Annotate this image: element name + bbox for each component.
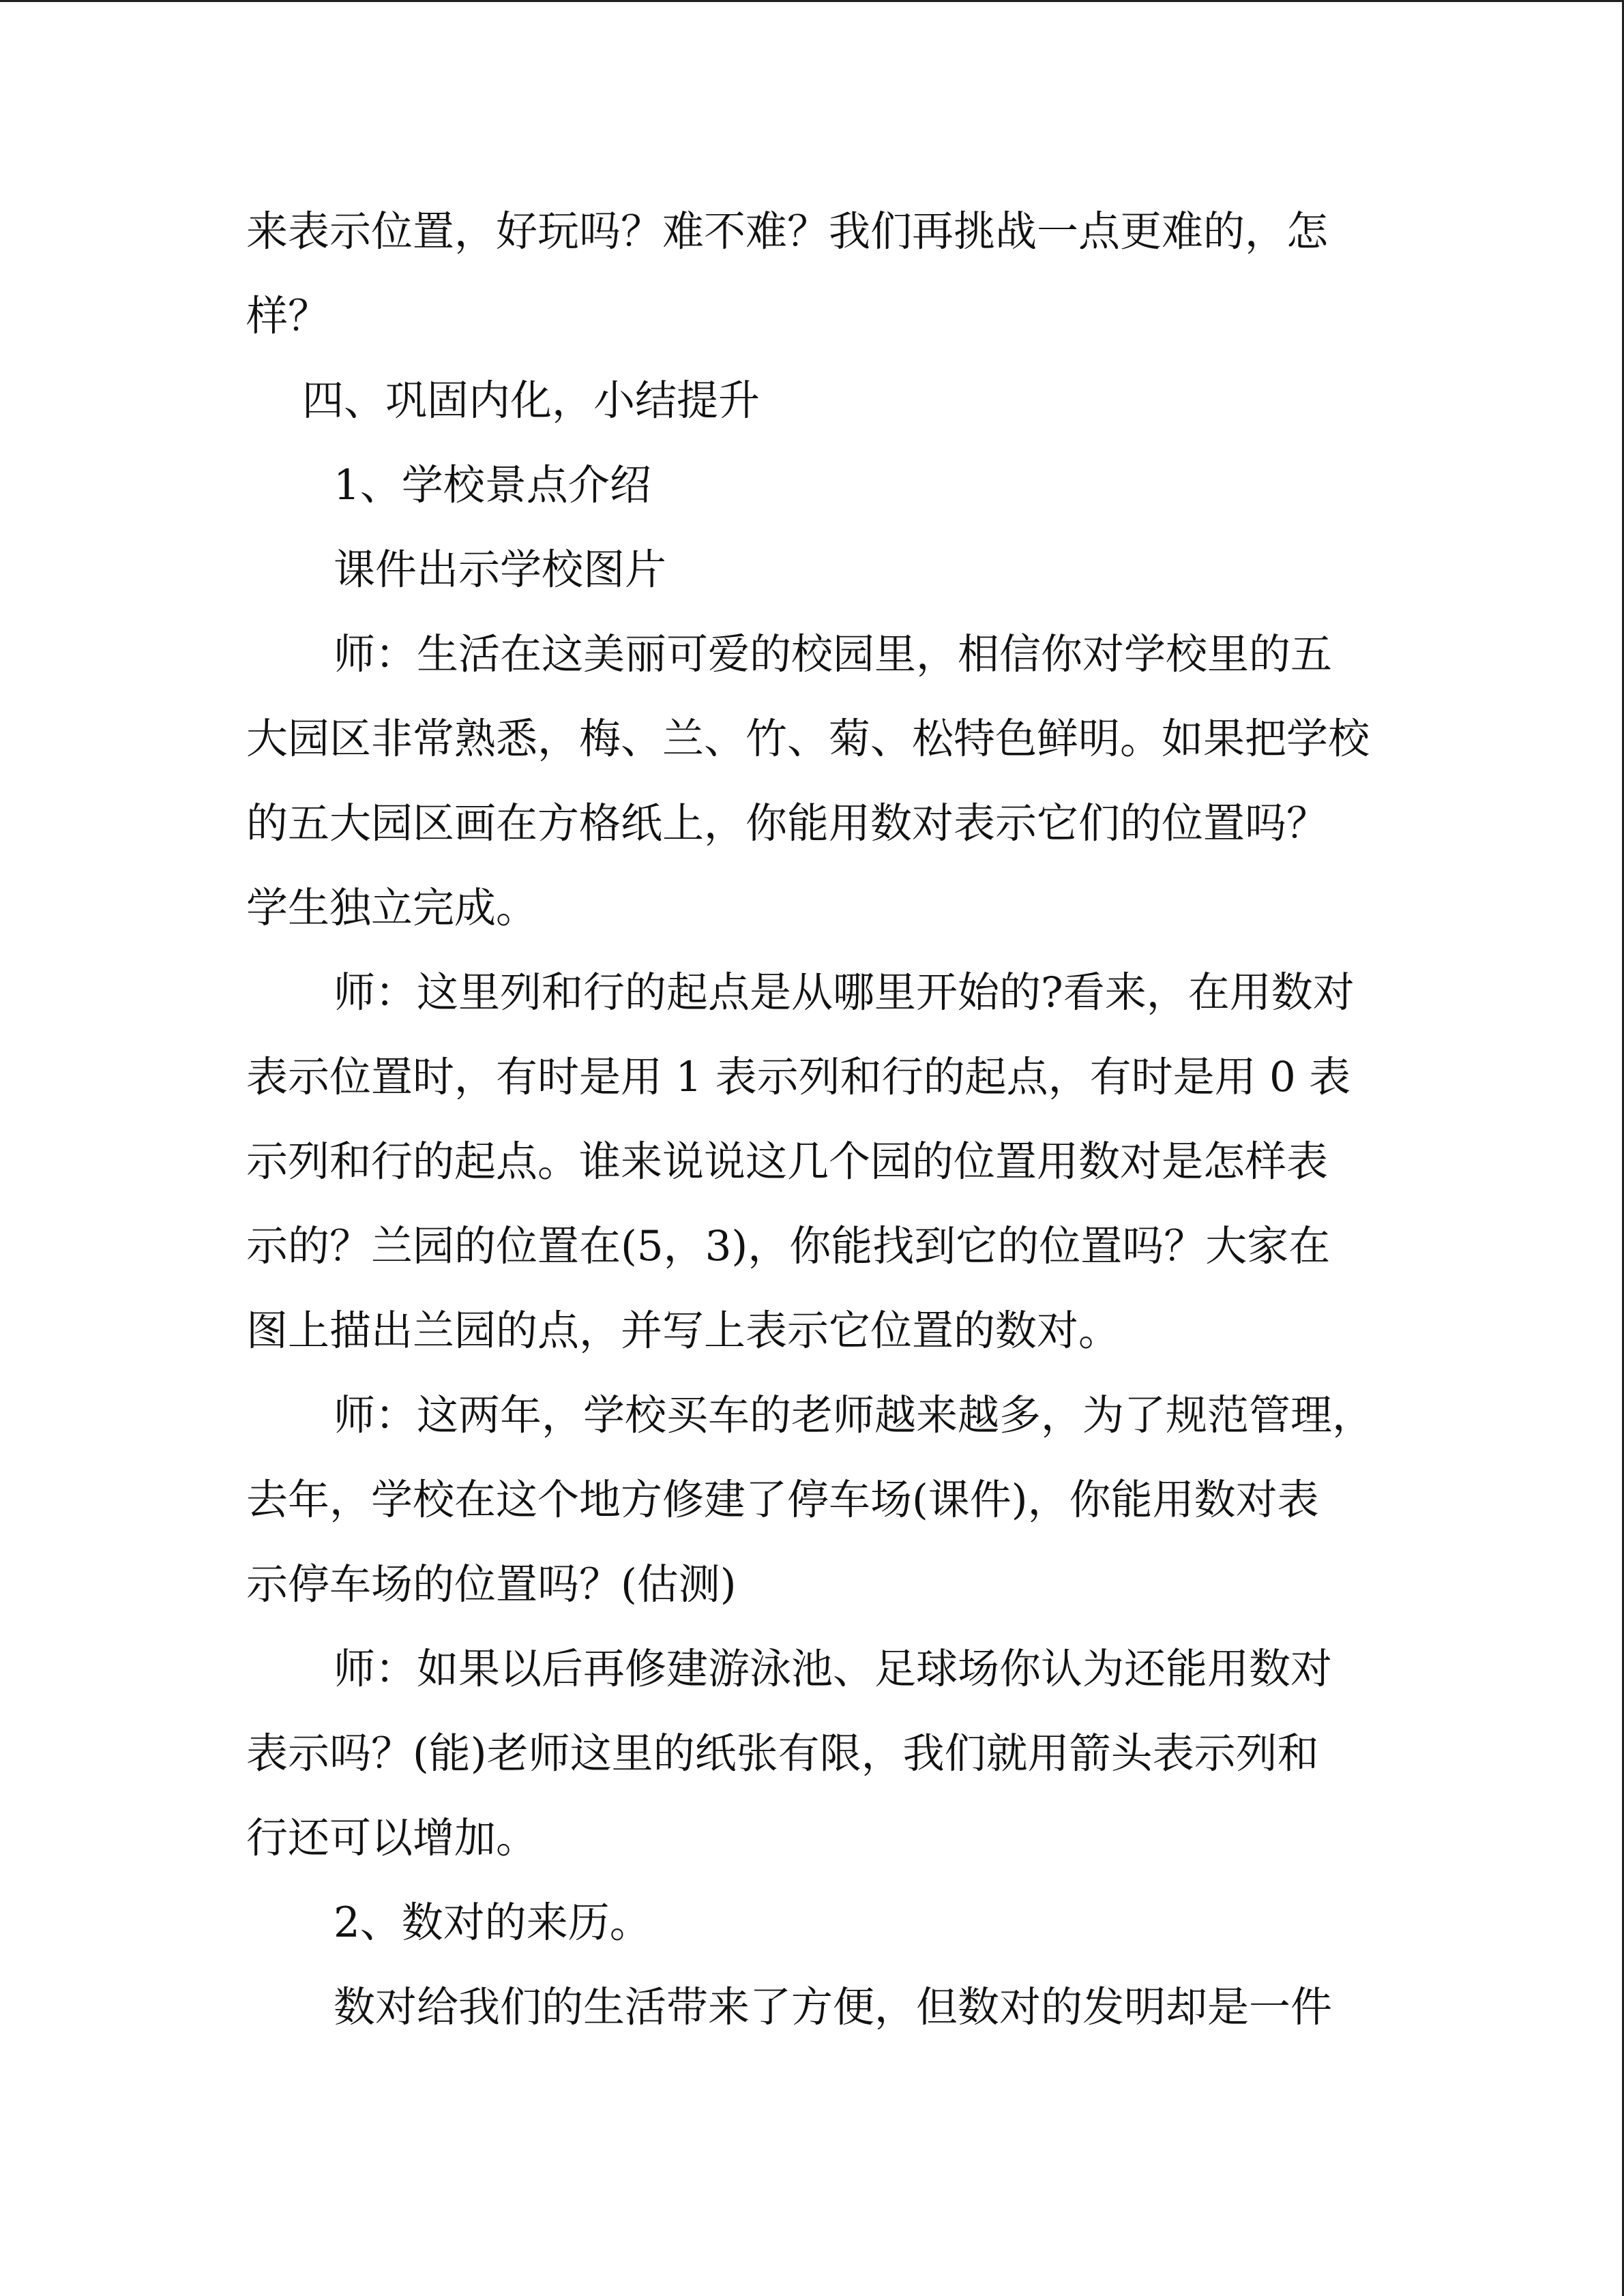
text-line: 课件出示学校图片 [334,546,667,594]
section-heading: 四、巩固内化，小结提升 [302,376,761,425]
text-line: 行还可以增加。 [246,1814,538,1862]
text-line: 表示吗？(能)老师这里的纸张有限，我们就用箭头表示列和 [246,1729,1319,1778]
subsection-heading: 1、学校景点介绍 [334,461,651,509]
page-top-border [0,0,1624,2]
text-line: 示停车场的位置吗？(估测) [246,1560,737,1609]
text-line: 去年，学校在这个地方修建了停车场(课件)，你能用数对表 [246,1476,1319,1524]
text-line: 学生独立完成。 [246,884,538,932]
text-line: 来表示位置，好玩吗？难不难？我们再挑战一点更难的，怎 [246,207,1329,256]
text-line: 表示位置时，有时是用 1 表示列和行的起点，有时是用 0 表 [246,1053,1351,1101]
text-line: 的五大园区画在方格纸上，你能用数对表示它们的位置吗？ [246,799,1329,848]
text-line: 师：如果以后再修建游泳池、足球场你认为还能用数对 [334,1645,1333,1693]
text-line: 师：这里列和行的起点是从哪里开始的?看来，在用数对 [334,968,1355,1017]
document-body [246,190,1372,2050]
text-line: 大园区非常熟悉，梅、兰、竹、菊、松特色鲜明。如果把学校 [246,715,1370,763]
text-line: 示的？兰园的位置在(5，3)，你能找到它的位置吗？大家在 [246,1222,1331,1270]
text-line: 师：生活在这美丽可爱的校园里，相信你对学校里的五 [334,630,1333,679]
text-line: 图上描出兰园的点，并写上表示它位置的数对。 [246,1307,1121,1355]
text-line: 师：这两年，学校买车的老师越来越多，为了规范管理， [334,1391,1374,1440]
subsection-heading: 2、数对的来历。 [334,1898,651,1947]
text-line: 样？ [246,292,330,340]
text-line: 数对给我们的生活带来了方便，但数对的发明却是一件 [334,1983,1333,2031]
text-line: 示列和行的起点。谁来说说这几个园的位置用数对是怎样表 [246,1137,1329,1186]
